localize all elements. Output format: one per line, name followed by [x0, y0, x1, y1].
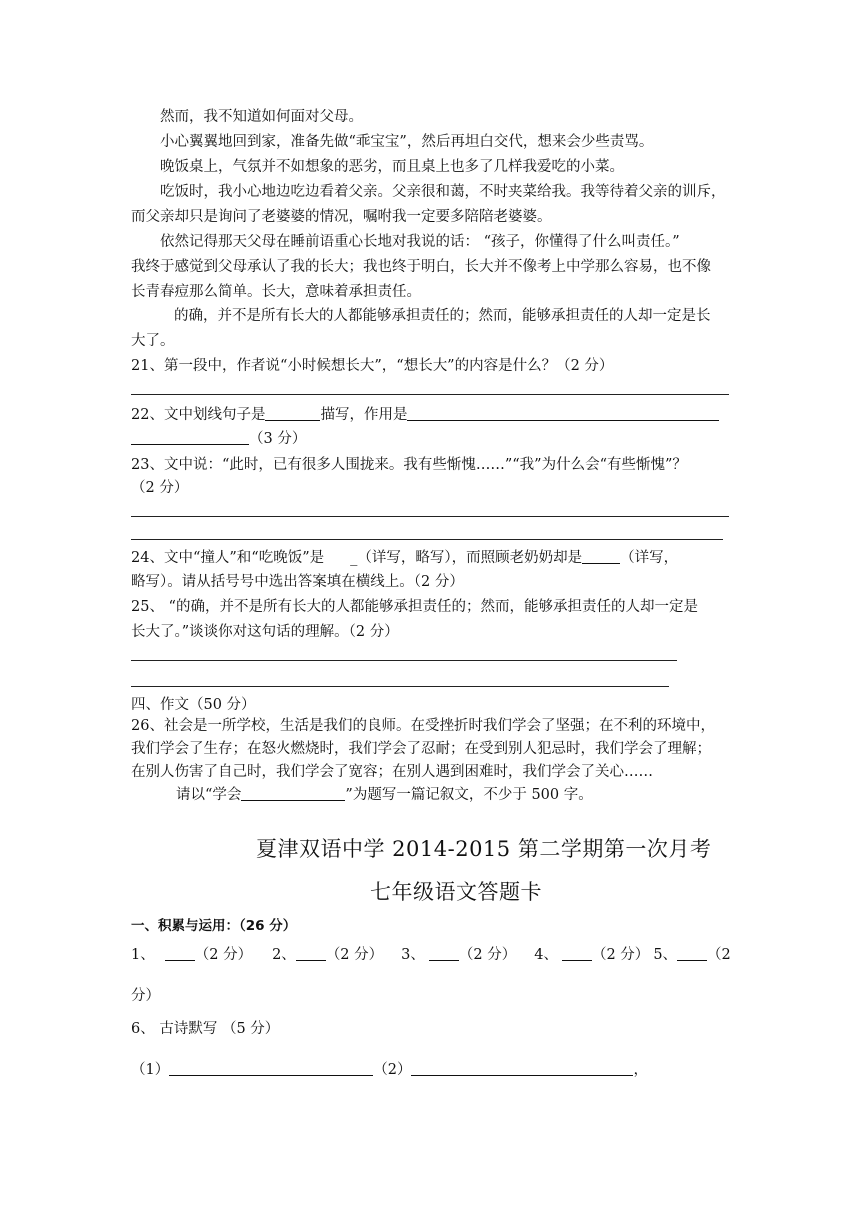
answer-line-23-1[interactable] [131, 516, 729, 517]
item-2-score: （2 分） [325, 947, 384, 963]
item-4-score: （2 分） [591, 947, 650, 963]
composition-title-suffix: ”为题写一篇记叙文，不少于 500 字。 [345, 787, 593, 803]
question-22-score: （3 分） [249, 431, 307, 447]
passage-paragraph-6-line-2: 大了。 [131, 333, 175, 349]
answer-line-25-1[interactable] [131, 660, 677, 661]
answer-blank-6-2[interactable] [411, 1061, 633, 1076]
section-1-heading: 一、积累与运用：（26 分） [131, 918, 297, 934]
composition-prompt-line-2: 我们学会了生存；在怒火燃烧时，我们学会了忍耐；在受到别人犯忌时，我们学会了理解； [131, 741, 711, 757]
composition-prompt-line-4 [176, 786, 593, 804]
composition-title-blank[interactable] [241, 786, 345, 801]
question-25-line-2: 长大了。”谈谈你对这句话的理解。（2 分） [131, 624, 399, 640]
composition-prompt-line-3: 在别人伤害了自己时，我们学会了宽容；在别人遇到困难时，我们学会了关心…… [131, 764, 653, 780]
question-23-line-1: 23、文中说：“此时，已有很多人围拢来。我有些惭愧……”“我”为什么会“有些惭愧”？ [131, 457, 687, 473]
question-25-line-1: 25、 “的确，并不是所有长大的人都能够承担责任的；然而，能够承担责任的人却一定是 [131, 599, 698, 615]
question-23-line-2: （2 分） [131, 480, 189, 496]
passage-paragraph-3: 晚饭桌上，气氛并不如想象的恶劣，而且桌上也多了几样我爱吃的小菜。 [160, 159, 624, 175]
answer-card-title: 七年级语文答题卡 [370, 880, 542, 904]
composition-prompt-line-1: 26、社会是一所学校，生活是我们的良师。在受挫折时我们学会了坚强；在不利的环境中， [131, 718, 715, 734]
item-3-score: （2 分） [458, 947, 517, 963]
passage-paragraph-4-line-1: 吃饭时，我小心地边吃边看着父亲。父亲很和蔼，不时夹菜给我。我等待着父亲的训斥， [160, 184, 726, 200]
answer-blank-1[interactable] [165, 946, 195, 961]
answer-line-25-2[interactable] [131, 686, 669, 687]
item-3-number: 3、 [401, 947, 425, 963]
answer-blank-3[interactable] [429, 946, 459, 961]
item-2-number: 2、 [272, 947, 296, 963]
question-21: 21、第一段中，作者说“小时候想长大”，“想长大”的内容是什么？（2 分） [131, 358, 614, 374]
answer-row-1-5 [131, 946, 731, 964]
question-24-suffix: （详写， [620, 550, 679, 566]
q6-part-1-label: （1） [131, 1062, 170, 1078]
composition-title-prefix: 请以“学会 [176, 787, 242, 803]
q6-part-2-label: （2） [373, 1062, 412, 1078]
item-5-number: 5、 [653, 947, 678, 963]
answer-blank-2[interactable] [296, 946, 326, 961]
passage-paragraph-5-line-2: 我终于感觉到父母承认了我的长大；我也终于明白，长大并不像考上中学那么容易，也不像 [131, 259, 711, 275]
passage-paragraph-5-line-1: 依然记得那天父母在睡前语重心长地对我说的话： “孩子，你懂得了什么叫责任。” [160, 234, 680, 250]
answer-blank-5[interactable] [677, 946, 707, 961]
question-24-middle: _（详写，略写），而照顾老奶奶却是 [350, 550, 583, 566]
question-24-line-2: 略写）。请从括号号中选出答案填在横线上。（2 分） [131, 574, 464, 590]
answer-blank-24[interactable] [582, 549, 620, 564]
answer-card-school-title: 夏津双语中学 2014-2015 第二学期第一次月考 [256, 837, 712, 861]
question-22-line-1 [131, 406, 719, 424]
question-6-answers [131, 1061, 648, 1079]
question-6-heading: 6、 古诗默写 （5 分） [131, 1021, 280, 1037]
passage-paragraph-1: 然而，我不知道如何面对父母。 [160, 109, 363, 125]
passage-paragraph-4-line-2: 而父亲却只是询问了老婆婆的情况，嘱咐我一定要多陪陪老婆婆。 [131, 209, 552, 225]
composition-heading: 四、作文（50 分） [131, 697, 256, 713]
answer-line-23-2[interactable] [131, 539, 723, 540]
passage-paragraph-2: 小心翼翼地回到家，准备先做“乖宝宝”，然后再坦白交代，想来会少些责骂。 [160, 134, 654, 150]
answer-blank-6-1[interactable] [169, 1061, 373, 1076]
passage-paragraph-5-line-3: 长青春痘那么简单。长大，意味着承担责任。 [131, 284, 421, 300]
item-4-number: 4、 [534, 947, 558, 963]
answer-blank-22-type[interactable] [265, 406, 320, 421]
item-1-score: （2 分） [194, 947, 253, 963]
question-22-line-2 [131, 430, 306, 448]
answer-blank-4[interactable] [562, 946, 592, 961]
answer-blank-22-function[interactable] [407, 406, 719, 421]
question-22-prefix: 22、文中划线句子是 [131, 407, 266, 423]
q6-line-end: ， [633, 1062, 648, 1078]
question-24-prefix: 24、文中“撞人”和“吃晚饭”是 [131, 550, 325, 566]
answer-line-21[interactable] [131, 394, 729, 395]
item-1-number: 1、 [131, 947, 155, 963]
item-5-score: （2 [707, 947, 731, 963]
question-24-line-1 [131, 549, 678, 567]
answer-blank-22-function-cont[interactable] [131, 430, 249, 445]
passage-paragraph-6-line-1: 的确，并不是所有长大的人都能够承担责任的；然而，能够承担责任的人却一定是长 [174, 308, 711, 324]
answer-row-wrap: 分） [131, 988, 160, 1004]
question-22-middle: 描写，作用是 [320, 407, 408, 423]
